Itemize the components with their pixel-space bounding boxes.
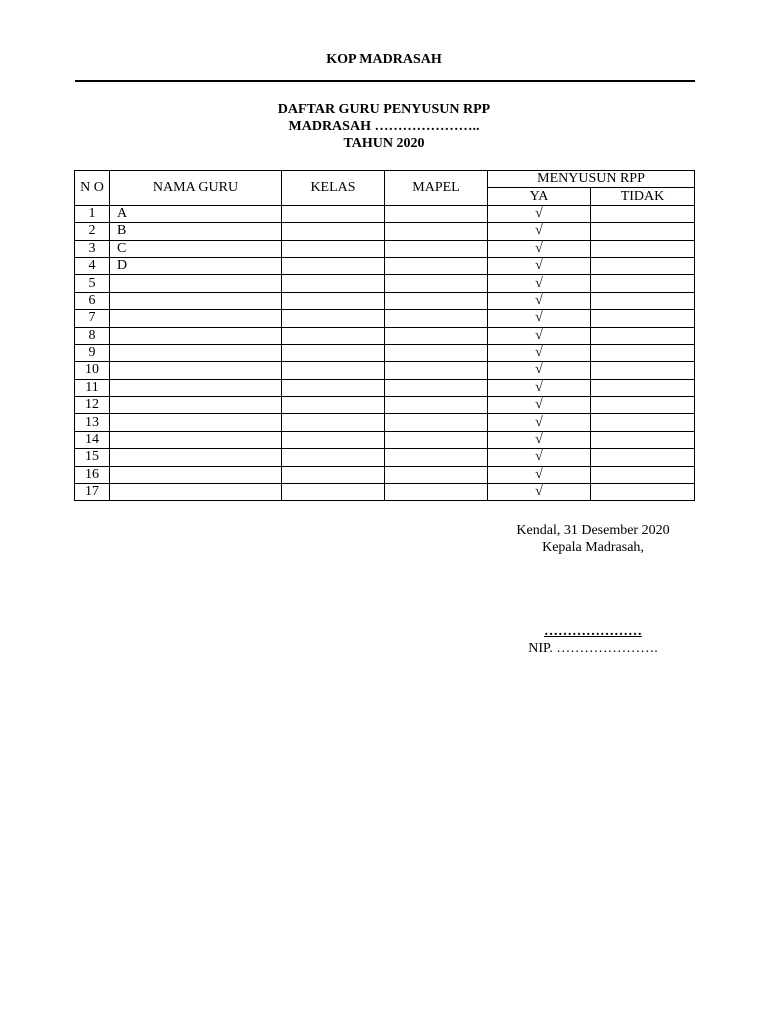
signature-block [493, 522, 693, 556]
cell-kelas [282, 414, 385, 431]
table-row [75, 205, 695, 222]
table-header-row [75, 171, 695, 188]
cell-mapel [385, 223, 488, 240]
cell-no: 15 [75, 449, 110, 466]
signatory-nip: NIP. …………………. [528, 641, 658, 656]
cell-tidak [591, 414, 695, 431]
cell-tidak [591, 466, 695, 483]
cell-ya: √ [488, 257, 591, 274]
cell-nama-guru: C [110, 240, 282, 257]
cell-no: 6 [75, 292, 110, 309]
cell-kelas [282, 431, 385, 448]
table-row [75, 484, 695, 501]
cell-no: 17 [75, 484, 110, 501]
table-row [75, 275, 695, 292]
cell-kelas [282, 379, 385, 396]
cell-tidak [591, 223, 695, 240]
cell-kelas [282, 397, 385, 414]
cell-kelas [282, 344, 385, 361]
cell-mapel [385, 414, 488, 431]
cell-nama-guru [110, 310, 282, 327]
table-row [75, 362, 695, 379]
cell-ya: √ [488, 397, 591, 414]
table-row [75, 431, 695, 448]
cell-tidak [591, 240, 695, 257]
cell-tidak [591, 431, 695, 448]
cell-tidak [591, 344, 695, 361]
cell-tidak [591, 379, 695, 396]
signatory-name: ………………… [544, 624, 642, 639]
table-row [75, 327, 695, 344]
cell-ya: √ [488, 449, 591, 466]
table-row [75, 344, 695, 361]
cell-no: 5 [75, 275, 110, 292]
cell-mapel [385, 431, 488, 448]
cell-nama-guru [110, 449, 282, 466]
cell-ya: √ [488, 292, 591, 309]
table-row [75, 466, 695, 483]
title-line-1: DAFTAR GURU PENYUSUN RPP [277, 102, 491, 117]
cell-tidak [591, 484, 695, 501]
cell-mapel [385, 327, 488, 344]
cell-tidak [591, 275, 695, 292]
cell-no: 8 [75, 327, 110, 344]
cell-mapel [385, 292, 488, 309]
cell-no: 9 [75, 344, 110, 361]
cell-ya: √ [488, 484, 591, 501]
cell-ya: √ [488, 362, 591, 379]
cell-no: 10 [75, 362, 110, 379]
cell-mapel [385, 466, 488, 483]
teacher-rpp-table [74, 170, 695, 501]
cell-nama-guru [110, 344, 282, 361]
cell-no: 3 [75, 240, 110, 257]
cell-mapel [385, 275, 488, 292]
cell-no: 14 [75, 431, 110, 448]
cell-tidak [591, 257, 695, 274]
table-row [75, 292, 695, 309]
signatory-role: Kepala Madrasah, [542, 540, 644, 555]
cell-tidak [591, 310, 695, 327]
cell-mapel [385, 397, 488, 414]
cell-tidak [591, 205, 695, 222]
cell-no: 1 [75, 205, 110, 222]
title-line-2: MADRASAH ………………….. [288, 119, 480, 134]
letterhead-title: KOP MADRASAH [326, 52, 442, 67]
cell-nama-guru [110, 362, 282, 379]
table-row [75, 449, 695, 466]
cell-ya: √ [488, 275, 591, 292]
cell-ya: √ [488, 379, 591, 396]
cell-kelas [282, 205, 385, 222]
cell-no: 13 [75, 414, 110, 431]
cell-tidak [591, 449, 695, 466]
cell-nama-guru [110, 431, 282, 448]
header-mapel: MAPEL [385, 171, 488, 206]
cell-nama-guru [110, 292, 282, 309]
cell-mapel [385, 484, 488, 501]
document-title [0, 101, 768, 152]
cell-no: 12 [75, 397, 110, 414]
cell-kelas [282, 257, 385, 274]
cell-nama-guru [110, 484, 282, 501]
cell-no: 2 [75, 223, 110, 240]
cell-nama-guru [110, 414, 282, 431]
cell-nama-guru [110, 466, 282, 483]
cell-no: 16 [75, 466, 110, 483]
cell-mapel [385, 379, 488, 396]
cell-kelas [282, 310, 385, 327]
cell-nama-guru [110, 379, 282, 396]
cell-ya: √ [488, 240, 591, 257]
cell-ya: √ [488, 344, 591, 361]
place-date: Kendal, 31 Desember 2020 [516, 523, 670, 538]
cell-mapel [385, 257, 488, 274]
cell-tidak [591, 327, 695, 344]
cell-ya: √ [488, 414, 591, 431]
cell-ya: √ [488, 223, 591, 240]
table-row [75, 397, 695, 414]
cell-nama-guru: A [110, 205, 282, 222]
cell-kelas [282, 240, 385, 257]
cell-no: 11 [75, 379, 110, 396]
cell-tidak [591, 397, 695, 414]
cell-ya: √ [488, 205, 591, 222]
cell-tidak [591, 362, 695, 379]
cell-kelas [282, 327, 385, 344]
cell-mapel [385, 240, 488, 257]
cell-kelas [282, 362, 385, 379]
header-nama-guru: NAMA GURU [110, 171, 282, 206]
cell-mapel [385, 344, 488, 361]
cell-mapel [385, 362, 488, 379]
table-row [75, 414, 695, 431]
cell-kelas [282, 275, 385, 292]
cell-ya: √ [488, 431, 591, 448]
header-tidak: TIDAK [591, 188, 695, 205]
cell-mapel [385, 205, 488, 222]
cell-tidak [591, 292, 695, 309]
cell-ya: √ [488, 310, 591, 327]
cell-nama-guru [110, 397, 282, 414]
cell-kelas [282, 449, 385, 466]
table-row [75, 379, 695, 396]
cell-kelas [282, 484, 385, 501]
cell-nama-guru [110, 327, 282, 344]
table-row [75, 310, 695, 327]
cell-kelas [282, 466, 385, 483]
cell-mapel [385, 310, 488, 327]
header-no: N O [75, 171, 110, 206]
table-body [75, 205, 695, 501]
cell-nama-guru: B [110, 223, 282, 240]
cell-kelas [282, 292, 385, 309]
cell-nama-guru: D [110, 257, 282, 274]
title-line-3: TAHUN 2020 [343, 136, 425, 151]
header-kelas: KELAS [282, 171, 385, 206]
cell-kelas [282, 223, 385, 240]
header-menyusun-rpp: MENYUSUN RPP [488, 171, 695, 188]
cell-mapel [385, 449, 488, 466]
cell-nama-guru [110, 275, 282, 292]
cell-no: 7 [75, 310, 110, 327]
header-ya: YA [488, 188, 591, 205]
letterhead-divider [75, 80, 695, 82]
cell-ya: √ [488, 466, 591, 483]
cell-no: 4 [75, 257, 110, 274]
table-row [75, 223, 695, 240]
cell-ya: √ [488, 327, 591, 344]
table-row [75, 240, 695, 257]
table-row [75, 257, 695, 274]
